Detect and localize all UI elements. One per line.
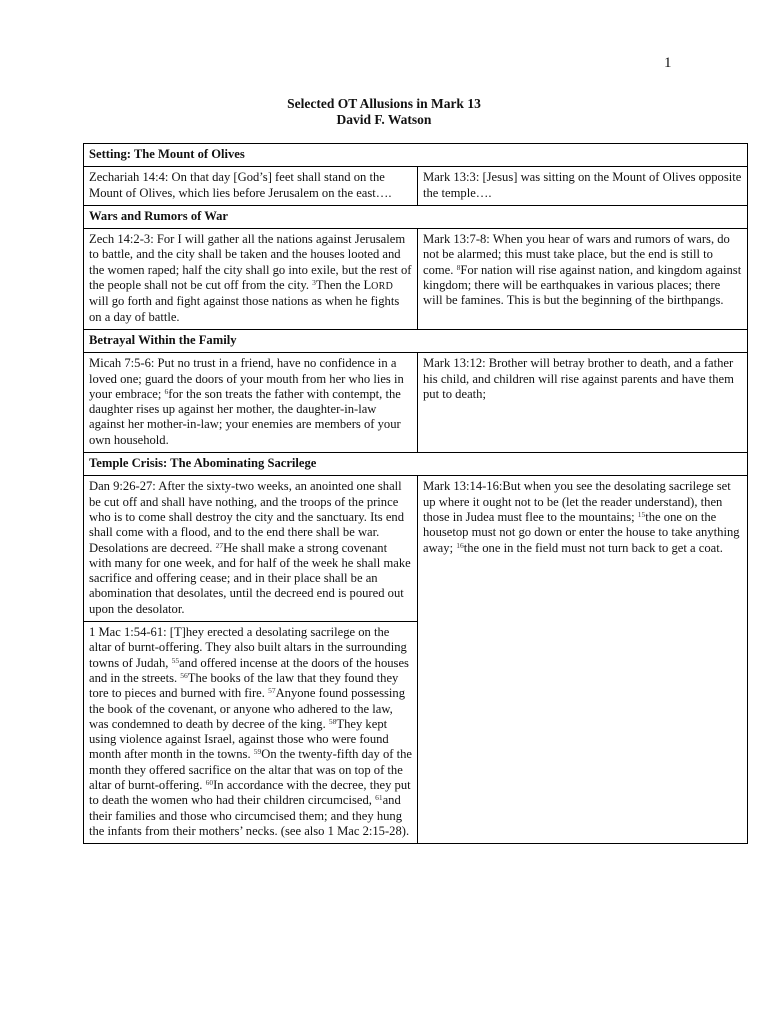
section-header-row — [84, 329, 748, 352]
section-heading: Betrayal Within the Family — [84, 329, 748, 352]
document-author: David F. Watson — [336, 112, 432, 127]
verse-number: 56 — [180, 670, 188, 680]
verse-number: 59 — [253, 747, 262, 757]
mark-passage-cell: Mark 13:12: Brother will betray brother to death, and a father his child, and children will rise against parents and have them put to death; — [418, 353, 748, 453]
passage-text: Then the L — [315, 278, 372, 293]
verse-number: 58 — [328, 716, 337, 726]
table-row — [84, 167, 748, 206]
ot-passage-cell — [84, 229, 418, 330]
mark-passage-cell — [418, 476, 748, 844]
verse-number: 61 — [375, 793, 383, 803]
document-title: Selected OT Allusions in Mark 13 — [287, 96, 481, 111]
passage-text: For nation will rise against nation, and kingdom against kingdom; there will be earthquakes in various places; there will be famines. This is but the beginning of the birthpangs. — [423, 262, 742, 308]
passage-text: Anyone found possessing the book of the covenant, or anyone who adhered to the law, was condemned to death by decree of the king. — [89, 686, 405, 731]
section-heading: Wars and Rumors of War — [84, 205, 748, 228]
section-heading: Setting: The Mount of Olives — [84, 144, 748, 167]
verse-number: 15 — [637, 509, 646, 519]
verse-number: 57 — [268, 686, 276, 696]
mark-passage-cell — [418, 229, 748, 330]
passage-text: for the son treats the father with contempt, the daughter rises up against her mother, the daughter-in-law against her mother-in-law; your enemies are members of your own household. — [89, 386, 401, 447]
page-number: 1 — [664, 55, 672, 71]
section-heading: Temple Crisis: The Abominating Sacrilege — [84, 453, 748, 476]
verse-number: 6 — [164, 386, 169, 396]
verse-number: 60 — [205, 777, 214, 787]
passage-text: and their families and those who circumcised them; and they hung the infants from their mothers’ necks. (see also 1 Mac 2:15-28). — [89, 793, 410, 838]
passage-text: Mark 13:7-8: When you hear of wars and rumors of wars, do not be alarmed; this must take place, but the end is still to come. — [423, 232, 730, 277]
ot-passage-cell: Zechariah 14:4: On that day [God’s] feet shall stand on the Mount of Olives, which lies before Jerusalem on the east…. — [84, 167, 418, 206]
passage-text: Micah 7:5-6: Put no trust in a friend, have no confidence in a loved one; guard the doors of your mouth from her who lies in your embrace; — [89, 356, 404, 401]
passage-text: The books of the law that they found they tore to pieces and burned with fire. — [89, 670, 399, 701]
ot-passage-cell — [84, 476, 418, 622]
passage-text: On the twenty-fifth day of the month they offered sacrifice on the altar that was on top of the altar of burnt-offering. — [89, 747, 412, 792]
passage-text: will go forth and fight against those nations as when he fights on a day of battle. — [89, 294, 400, 324]
verse-number: 55 — [171, 655, 180, 665]
ot-passage-cell — [84, 353, 418, 453]
passage-text: and offered incense at the doors of the houses and in the streets. — [89, 655, 409, 685]
passage-text: He shall make a strong covenant with many for one week, and for half of the week he shall make sacrifice and offering cease; and in their place shall be an abomination that desolates, until the decreed end is poured out upon the desolator. — [89, 540, 411, 616]
table-row — [84, 353, 748, 453]
passage-text: They kept using violence against Israel, against those who were found month after month in the towns. — [89, 716, 389, 762]
passage-text: Dan 9:26-27: After the sixty-two weeks, an anointed one shall be cut off and shall have nothing, and the troops of the prince who is to come shall destroy the city and the sanctuary. Its end shall come with a flood, and to the end there shall be war. Desolations are decreed. — [89, 479, 404, 555]
passage-text: the one on the housetop must not go down or enter the house to take anything away; — [423, 509, 740, 555]
table-row — [84, 229, 748, 330]
passage-text: the one in the field must not turn back to get a coat. — [463, 540, 723, 555]
mark-passage-cell: Mark 13:3: [Jesus] was sitting on the Mount of Olives opposite the temple…. — [418, 167, 748, 206]
passage-text: In accordance with the decree, they put to death the women who had their children circumcised, — [89, 777, 411, 808]
passage-text: Mark 13:14-16:But when you see the desolating sacrilege set up where it ought not to be (let the reader understand), then those in Judea must flee to the mountains; — [423, 479, 731, 524]
verse-number: 27 — [215, 540, 224, 550]
document-title-block — [0, 96, 768, 128]
section-header-row — [84, 144, 748, 167]
allusions-table — [83, 143, 748, 844]
ot-passage-cell — [84, 622, 418, 844]
passage-text: 1 Mac 1:54-61: [T]hey erected a desolating sacrilege on the altar of burnt-offering. They also built altars in the surrounding towns of Judah, — [89, 625, 407, 670]
verse-number: 8 — [456, 262, 461, 272]
section-header-row — [84, 205, 748, 228]
small-caps-text: ORD — [371, 281, 394, 293]
section-header-row — [84, 453, 748, 476]
table-row — [84, 476, 748, 622]
passage-text: Zech 14:2-3: For I will gather all the nations against Jerusalem to battle, and the city shall be taken and the houses looted and the women raped; half the city shall go into exile, but the rest of the people shall not be cut off from the city. — [89, 232, 412, 293]
verse-number: 16 — [456, 540, 464, 550]
verse-number: 3 — [312, 278, 316, 288]
